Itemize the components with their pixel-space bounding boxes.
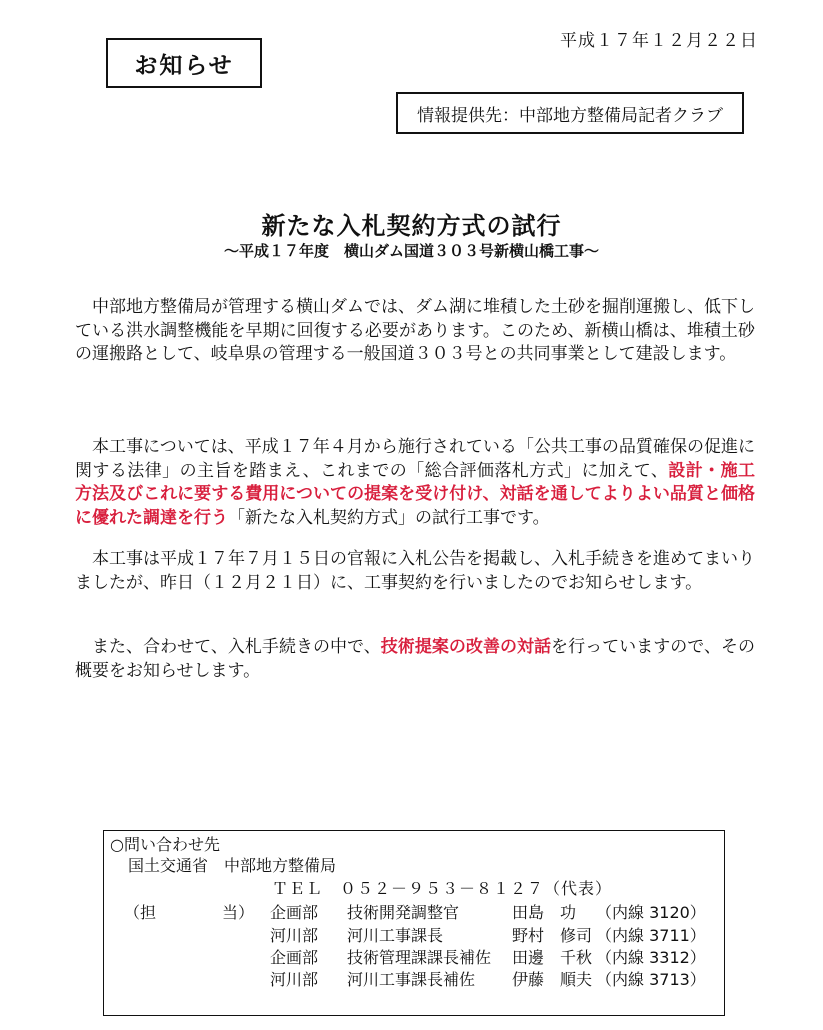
contact-row-1-ext: （内線 3120） xyxy=(596,903,706,922)
contact-row-3-post: 技術管理課課長補佐 xyxy=(347,948,492,967)
paragraph-2-highlight: 設計・施工方法及びこれに要する費用についての提案を受け付け、対話を通してよりよい品質と価格に優れた調達を行う xyxy=(75,460,755,528)
contact-row-2-ext: （内線 3711） xyxy=(596,926,706,945)
contact-row-1-dept: 企画部 xyxy=(270,903,319,922)
contact-row-2-dept: 河川部 xyxy=(270,926,319,945)
contact-row-1-name: 田島 功 xyxy=(512,903,577,922)
contact-tel: ＴＥＬ ０５２－９５３－８１２７（代表） xyxy=(272,879,613,898)
info-source: 情報提供先：中部地方整備局記者クラブ xyxy=(417,105,723,126)
notice-label-box xyxy=(106,38,262,88)
paragraph-3: 本工事は平成１７年７月１５日の官報に入札公告を掲載し、入札手続きを進めてまいりましたが、昨日（１２月２１日）に、工事契約を行いましたのでお知らせします。 xyxy=(75,549,755,593)
contact-tantou-open: （担 xyxy=(124,903,157,922)
contact-row-4-dept: 河川部 xyxy=(270,970,319,989)
contact-organization: 国土交通省 中部地方整備局 xyxy=(128,856,337,875)
paragraph-4-highlight: 技術提案の改善の対話 xyxy=(380,637,552,657)
release-date: 平成１７年１２月２２日 xyxy=(560,31,758,51)
contact-row-1-post: 技術開発調整官 xyxy=(347,903,460,922)
contact-row-2-post: 河川工事課長 xyxy=(347,926,444,945)
document-subtitle: ～平成１７年度 横山ダム国道３０３号新横山橋工事～ xyxy=(223,242,599,260)
notice-label: お知らせ xyxy=(134,52,234,79)
contact-row-2-name: 野村 修司 xyxy=(512,926,593,945)
contact-heading: ○問い合わせ先 xyxy=(110,835,220,854)
contact-tantou-close: 当） xyxy=(222,903,255,922)
contact-row-4-ext: （内線 3713） xyxy=(596,970,706,989)
contact-row-4-post: 河川工事課長補佐 xyxy=(347,970,476,989)
info-source-box xyxy=(396,92,744,134)
paragraph-4 xyxy=(75,636,755,683)
paragraph-2-text-a: 本工事については、平成１７年４月から施行されている「公共工事の品質確保の促進に関する法律」の主旨を踏まえ、これまでの「総合評価落札方式」に加えて、 xyxy=(75,437,755,481)
contact-row-3-name: 田邊 千秋 xyxy=(512,948,593,967)
paragraph-4-text-a: また、合わせて、入札手続きの中で、 xyxy=(92,637,381,657)
contact-row-3-dept: 企画部 xyxy=(270,948,319,967)
contact-row-3-ext: （内線 3312） xyxy=(596,948,706,967)
paragraph-4-text-b: を行っていますので、その概要をお知らせします。 xyxy=(75,637,755,681)
paragraph-2 xyxy=(75,436,755,530)
paragraph-2-text-b: 「新たな入札契約方式」の試行工事です。 xyxy=(228,507,550,528)
contact-row-4-name: 伊藤 順夫 xyxy=(512,970,593,989)
document-title: 新たな入札契約方式の試行 xyxy=(261,212,562,240)
paragraph-1: 中部地方整備局が管理する横山ダムでは、ダム湖に堆積した土砂を掘削運搬し、低下している洪水調整機能を早期に回復する必要があります。このため、新横山橋は、堆積土砂の運搬路として、岐阜県の管理する一般国道３０３号との共同事業として建設します。 xyxy=(75,297,755,364)
